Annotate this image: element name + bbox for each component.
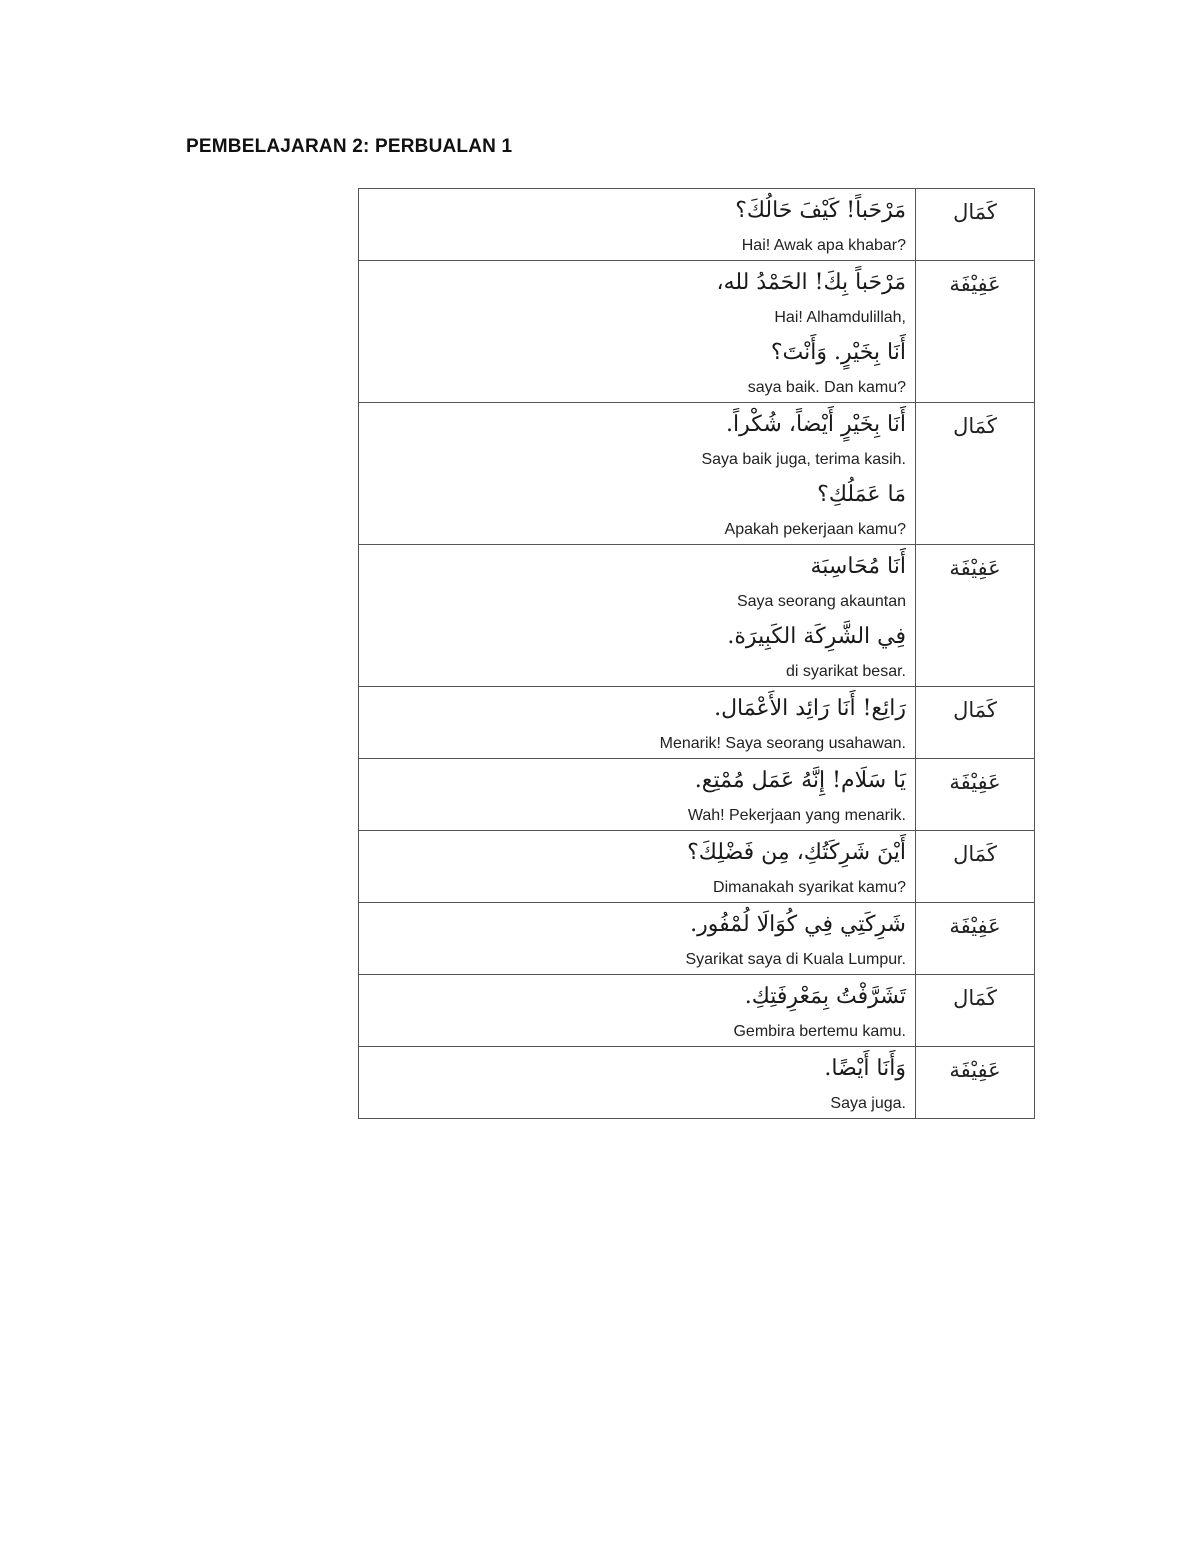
dialogue-row xyxy=(359,759,1035,831)
malay-translation: di syarikat besar. xyxy=(785,663,906,680)
utterance-cell xyxy=(359,831,916,903)
utterance-cell xyxy=(359,759,916,831)
malay-translation: Syarikat saya di Kuala Lumpur. xyxy=(685,951,906,968)
speaker-name: كَمَال xyxy=(953,414,997,438)
speaker-cell xyxy=(916,261,1035,403)
utterance-cell xyxy=(359,189,916,261)
speaker-name: كَمَال xyxy=(953,200,997,224)
arabic-line: أَنَا مُحَاسِبَة xyxy=(810,554,906,579)
dialogue-row xyxy=(359,545,1035,687)
utterance-cell xyxy=(359,975,916,1047)
arabic-line: تَشَرَّفْتُ بِمَعْرِفَتِكِ. xyxy=(744,984,906,1009)
dialogue-row xyxy=(359,1047,1035,1119)
speaker-cell xyxy=(916,189,1035,261)
speaker-name: عَفِيْفَة xyxy=(949,914,1001,938)
malay-translation: Hai! Alhamdulillah, xyxy=(774,309,906,326)
utterance-cell xyxy=(359,403,916,545)
speaker-name: عَفِيْفَة xyxy=(949,770,1001,794)
malay-translation: Wah! Pekerjaan yang menarik. xyxy=(687,807,906,824)
utterance-cell xyxy=(359,903,916,975)
malay-translation: saya baik. Dan kamu? xyxy=(747,379,906,396)
utterance-cell xyxy=(359,545,916,687)
malay-translation: Dimanakah syarikat kamu? xyxy=(713,879,906,896)
arabic-line: أَيْنَ شَرِكَتُكِ، مِن فَضْلِكَ؟ xyxy=(687,840,906,865)
arabic-line: مَا عَمَلُكِ؟ xyxy=(817,482,906,507)
malay-translation: Hai! Awak apa khabar? xyxy=(741,237,906,254)
speaker-cell xyxy=(916,759,1035,831)
dialogue-row xyxy=(359,687,1035,759)
malay-translation: Apakah pekerjaan kamu? xyxy=(724,521,906,538)
arabic-line: شَرِكَتِي فِي كُوَالَا لُمْفُور. xyxy=(690,912,906,937)
speaker-name: عَفِيْفَة xyxy=(949,1058,1001,1082)
speaker-name: كَمَال xyxy=(953,842,997,866)
dialogue-row xyxy=(359,189,1035,261)
speaker-cell xyxy=(916,975,1035,1047)
malay-translation: Saya baik juga, terima kasih. xyxy=(701,451,906,468)
dialogue-table xyxy=(358,188,1035,1119)
speaker-name: كَمَال xyxy=(953,986,997,1010)
malay-translation: Saya juga. xyxy=(830,1095,906,1112)
utterance-cell xyxy=(359,1047,916,1119)
arabic-line: أَنَا بِخَيْرٍ. وَأَنْتَ؟ xyxy=(770,340,906,365)
speaker-cell xyxy=(916,545,1035,687)
speaker-name: كَمَال xyxy=(953,698,997,722)
speaker-cell xyxy=(916,1047,1035,1119)
dialogue-row xyxy=(359,831,1035,903)
speaker-cell xyxy=(916,687,1035,759)
arabic-line: وَأَنَا أَيْضًا. xyxy=(824,1056,906,1081)
utterance-cell xyxy=(359,687,916,759)
arabic-line: رَائِع! أَنَا رَائِد الأَعْمَال. xyxy=(714,696,906,721)
arabic-line: فِي الشَّرِكَة الكَبِيرَة. xyxy=(727,624,906,649)
speaker-cell xyxy=(916,903,1035,975)
speaker-cell xyxy=(916,403,1035,545)
utterance-cell xyxy=(359,261,916,403)
arabic-line: أَنَا بِخَيْرٍ أَيْضاً، شُكْراً. xyxy=(726,412,906,437)
dialogue-row xyxy=(359,403,1035,545)
dialogue-row xyxy=(359,903,1035,975)
arabic-line: مَرْحَباً! كَيْفَ حَالُكَ؟ xyxy=(735,198,906,223)
arabic-line: يَا سَلَام! إِنَّهُ عَمَل مُمْتِع. xyxy=(694,768,906,793)
dialogue-row xyxy=(359,261,1035,403)
dialogue-row xyxy=(359,975,1035,1047)
malay-translation: Saya seorang akauntan xyxy=(736,593,906,610)
arabic-line: مَرْحَباً بِكَ! الحَمْدُ لله، xyxy=(716,270,906,295)
malay-translation: Gembira bertemu kamu. xyxy=(733,1023,906,1040)
page-title: PEMBELAJARAN 2: PERBUALAN 1 xyxy=(186,136,513,157)
speaker-cell xyxy=(916,831,1035,903)
speaker-name: عَفِيْفَة xyxy=(949,556,1001,580)
malay-translation: Menarik! Saya seorang usahawan. xyxy=(659,735,906,752)
speaker-name: عَفِيْفَة xyxy=(949,272,1001,296)
